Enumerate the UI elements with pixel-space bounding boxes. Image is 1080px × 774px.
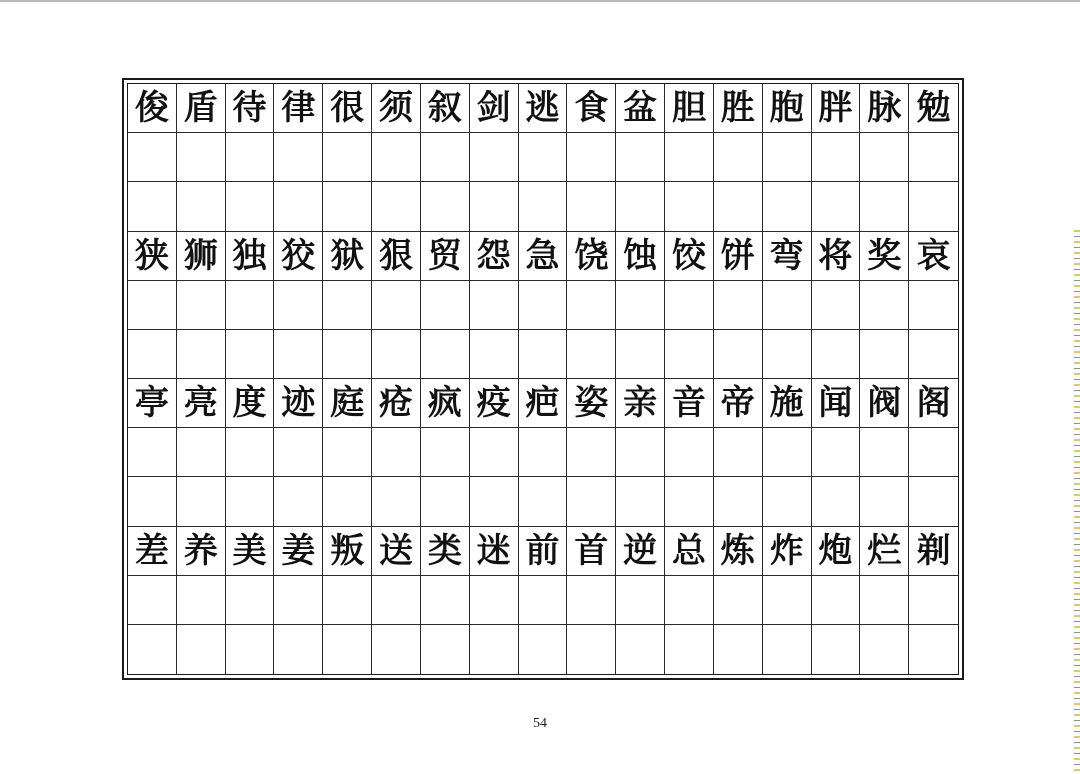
model-character-cell: 美 [226, 527, 275, 576]
blank-practice-cell [616, 330, 665, 379]
blank-practice-cell [665, 428, 714, 477]
model-character-cell: 迹 [274, 379, 323, 428]
model-character-cell: 狭 [128, 232, 177, 281]
blank-practice-cell [763, 625, 812, 674]
blank-practice-cell [226, 330, 275, 379]
blank-practice-cell [519, 330, 568, 379]
blank-practice-cell [226, 625, 275, 674]
model-character-cell: 亭 [128, 379, 177, 428]
model-character-cell: 狡 [274, 232, 323, 281]
model-character-cell: 前 [519, 527, 568, 576]
blank-practice-cell [470, 133, 519, 182]
blank-practice-cell [226, 477, 275, 526]
model-character-cell: 疯 [421, 379, 470, 428]
blank-practice-cell [128, 330, 177, 379]
blank-practice-cell [812, 182, 861, 231]
model-character-cell: 炸 [763, 527, 812, 576]
blank-practice-cell [372, 182, 421, 231]
blank-practice-cell [519, 281, 568, 330]
model-character-cell: 炼 [714, 527, 763, 576]
model-character-cell: 怨 [470, 232, 519, 281]
model-character-cell: 饼 [714, 232, 763, 281]
blank-practice-cell [421, 330, 470, 379]
model-character-cell: 叙 [421, 84, 470, 133]
model-character-cell: 烂 [860, 527, 909, 576]
blank-practice-cell [421, 428, 470, 477]
blank-practice-cell [519, 133, 568, 182]
model-character-cell: 胆 [665, 84, 714, 133]
model-character-cell: 弯 [763, 232, 812, 281]
blank-practice-cell [812, 330, 861, 379]
blank-practice-cell [323, 625, 372, 674]
blank-practice-cell [274, 281, 323, 330]
blank-practice-cell [567, 428, 616, 477]
model-character-cell: 姜 [274, 527, 323, 576]
model-character-cell: 剑 [470, 84, 519, 133]
model-character-cell: 庭 [323, 379, 372, 428]
blank-practice-cell [177, 576, 226, 625]
model-character-cell: 送 [372, 527, 421, 576]
blank-practice-cell [763, 428, 812, 477]
blank-practice-cell [274, 428, 323, 477]
blank-practice-cell [128, 182, 177, 231]
blank-practice-cell [470, 281, 519, 330]
blank-practice-cell [177, 477, 226, 526]
page-number: 54 [533, 716, 547, 731]
model-character-cell: 姿 [567, 379, 616, 428]
blank-practice-cell [226, 133, 275, 182]
model-character-cell: 胞 [763, 84, 812, 133]
blank-practice-cell [177, 182, 226, 231]
blank-practice-cell [323, 330, 372, 379]
model-character-cell: 胜 [714, 84, 763, 133]
blank-practice-cell [372, 281, 421, 330]
blank-practice-cell [128, 477, 177, 526]
blank-practice-cell [372, 576, 421, 625]
blank-practice-cell [323, 477, 372, 526]
blank-practice-cell [519, 576, 568, 625]
blank-practice-cell [519, 625, 568, 674]
blank-practice-cell [323, 428, 372, 477]
blank-practice-cell [567, 477, 616, 526]
model-character-cell: 俊 [128, 84, 177, 133]
blank-practice-cell [616, 477, 665, 526]
model-character-cell: 勉 [909, 84, 958, 133]
model-character-cell: 脉 [860, 84, 909, 133]
blank-practice-cell [128, 576, 177, 625]
blank-practice-cell [421, 576, 470, 625]
blank-practice-cell [421, 182, 470, 231]
model-character-cell: 蚀 [616, 232, 665, 281]
blank-practice-cell [714, 625, 763, 674]
model-character-cell: 胖 [812, 84, 861, 133]
blank-practice-cell [567, 625, 616, 674]
blank-practice-cell [909, 576, 958, 625]
model-character-cell: 疤 [519, 379, 568, 428]
model-character-cell: 施 [763, 379, 812, 428]
blank-practice-cell [714, 281, 763, 330]
blank-practice-cell [128, 133, 177, 182]
blank-practice-cell [616, 576, 665, 625]
blank-practice-cell [421, 281, 470, 330]
model-character-cell: 奖 [860, 232, 909, 281]
blank-practice-cell [616, 182, 665, 231]
blank-practice-cell [616, 428, 665, 477]
blank-practice-cell [128, 281, 177, 330]
scan-top-edge [0, 0, 1080, 2]
blank-practice-cell [274, 477, 323, 526]
blank-practice-cell [860, 576, 909, 625]
blank-practice-cell [812, 625, 861, 674]
blank-practice-cell [470, 477, 519, 526]
blank-practice-cell [763, 281, 812, 330]
model-character-cell: 差 [128, 527, 177, 576]
blank-practice-cell [812, 576, 861, 625]
blank-practice-cell [909, 281, 958, 330]
blank-practice-cell [812, 477, 861, 526]
blank-practice-cell [372, 428, 421, 477]
model-character-cell: 剃 [909, 527, 958, 576]
blank-practice-cell [616, 133, 665, 182]
blank-practice-cell [714, 576, 763, 625]
model-character-cell: 叛 [323, 527, 372, 576]
blank-practice-cell [763, 133, 812, 182]
model-character-cell: 总 [665, 527, 714, 576]
blank-practice-cell [177, 133, 226, 182]
model-character-cell: 养 [177, 527, 226, 576]
blank-practice-cell [470, 625, 519, 674]
blank-practice-cell [763, 477, 812, 526]
blank-practice-cell [226, 182, 275, 231]
blank-practice-cell [128, 428, 177, 477]
blank-practice-cell [128, 625, 177, 674]
blank-practice-cell [274, 330, 323, 379]
blank-practice-cell [909, 182, 958, 231]
blank-practice-cell [763, 330, 812, 379]
model-character-cell: 很 [323, 84, 372, 133]
blank-practice-cell [909, 428, 958, 477]
blank-practice-cell [616, 625, 665, 674]
blank-practice-cell [274, 576, 323, 625]
blank-practice-cell [909, 330, 958, 379]
model-character-cell: 饺 [665, 232, 714, 281]
model-character-cell: 亲 [616, 379, 665, 428]
model-character-cell: 炮 [812, 527, 861, 576]
model-character-cell: 度 [226, 379, 275, 428]
blank-practice-cell [519, 428, 568, 477]
blank-practice-cell [372, 133, 421, 182]
blank-practice-cell [372, 477, 421, 526]
blank-practice-cell [177, 625, 226, 674]
blank-practice-cell [421, 625, 470, 674]
blank-practice-cell [323, 133, 372, 182]
blank-practice-cell [226, 281, 275, 330]
model-character-cell: 阀 [860, 379, 909, 428]
blank-practice-cell [372, 330, 421, 379]
model-character-cell: 急 [519, 232, 568, 281]
model-character-cell: 迷 [470, 527, 519, 576]
model-character-cell: 贸 [421, 232, 470, 281]
model-character-cell: 类 [421, 527, 470, 576]
model-character-cell: 须 [372, 84, 421, 133]
blank-practice-cell [421, 133, 470, 182]
blank-practice-cell [470, 428, 519, 477]
blank-practice-cell [714, 133, 763, 182]
model-character-cell: 独 [226, 232, 275, 281]
model-character-cell: 疮 [372, 379, 421, 428]
model-character-cell: 盆 [616, 84, 665, 133]
blank-practice-cell [470, 576, 519, 625]
blank-practice-cell [860, 477, 909, 526]
blank-practice-cell [177, 281, 226, 330]
blank-practice-cell [860, 428, 909, 477]
blank-practice-cell [714, 428, 763, 477]
blank-practice-cell [812, 281, 861, 330]
blank-practice-cell [909, 133, 958, 182]
blank-practice-cell [714, 182, 763, 231]
blank-practice-cell [763, 182, 812, 231]
blank-practice-cell [177, 330, 226, 379]
blank-practice-cell [860, 281, 909, 330]
model-character-cell: 闻 [812, 379, 861, 428]
blank-practice-cell [323, 182, 372, 231]
model-character-cell: 狮 [177, 232, 226, 281]
model-character-cell: 首 [567, 527, 616, 576]
blank-practice-cell [567, 330, 616, 379]
blank-practice-cell [909, 625, 958, 674]
blank-practice-cell [519, 182, 568, 231]
blank-practice-cell [860, 133, 909, 182]
blank-practice-cell [665, 133, 714, 182]
blank-practice-cell [567, 281, 616, 330]
model-character-cell: 将 [812, 232, 861, 281]
blank-practice-cell [274, 133, 323, 182]
model-character-cell: 盾 [177, 84, 226, 133]
model-character-cell: 律 [274, 84, 323, 133]
blank-practice-cell [860, 625, 909, 674]
scan-right-edge [1074, 230, 1080, 774]
blank-practice-cell [567, 133, 616, 182]
model-character-cell: 疫 [470, 379, 519, 428]
blank-practice-cell [616, 281, 665, 330]
blank-practice-cell [860, 182, 909, 231]
model-character-cell: 饶 [567, 232, 616, 281]
model-character-cell: 狠 [372, 232, 421, 281]
model-character-cell: 阁 [909, 379, 958, 428]
blank-practice-cell [812, 428, 861, 477]
blank-practice-cell [714, 330, 763, 379]
character-practice-grid [127, 83, 959, 675]
blank-practice-cell [665, 477, 714, 526]
model-character-cell: 食 [567, 84, 616, 133]
blank-practice-cell [470, 182, 519, 231]
blank-practice-cell [519, 477, 568, 526]
blank-practice-cell [665, 576, 714, 625]
blank-practice-cell [665, 281, 714, 330]
blank-practice-cell [323, 281, 372, 330]
blank-practice-cell [763, 576, 812, 625]
blank-practice-cell [567, 182, 616, 231]
blank-practice-cell [226, 576, 275, 625]
blank-practice-cell [812, 133, 861, 182]
blank-practice-cell [665, 625, 714, 674]
blank-practice-cell [665, 182, 714, 231]
blank-practice-cell [274, 182, 323, 231]
blank-practice-cell [860, 330, 909, 379]
blank-practice-cell [909, 477, 958, 526]
blank-practice-cell [177, 428, 226, 477]
blank-practice-cell [665, 330, 714, 379]
model-character-cell: 狱 [323, 232, 372, 281]
blank-practice-cell [421, 477, 470, 526]
model-character-cell: 待 [226, 84, 275, 133]
blank-practice-cell [714, 477, 763, 526]
model-character-cell: 亮 [177, 379, 226, 428]
model-character-cell: 音 [665, 379, 714, 428]
model-character-cell: 逃 [519, 84, 568, 133]
blank-practice-cell [323, 576, 372, 625]
blank-practice-cell [470, 330, 519, 379]
model-character-cell: 逆 [616, 527, 665, 576]
blank-practice-cell [226, 428, 275, 477]
model-character-cell: 帝 [714, 379, 763, 428]
blank-practice-cell [567, 576, 616, 625]
blank-practice-cell [372, 625, 421, 674]
blank-practice-cell [274, 625, 323, 674]
model-character-cell: 哀 [909, 232, 958, 281]
